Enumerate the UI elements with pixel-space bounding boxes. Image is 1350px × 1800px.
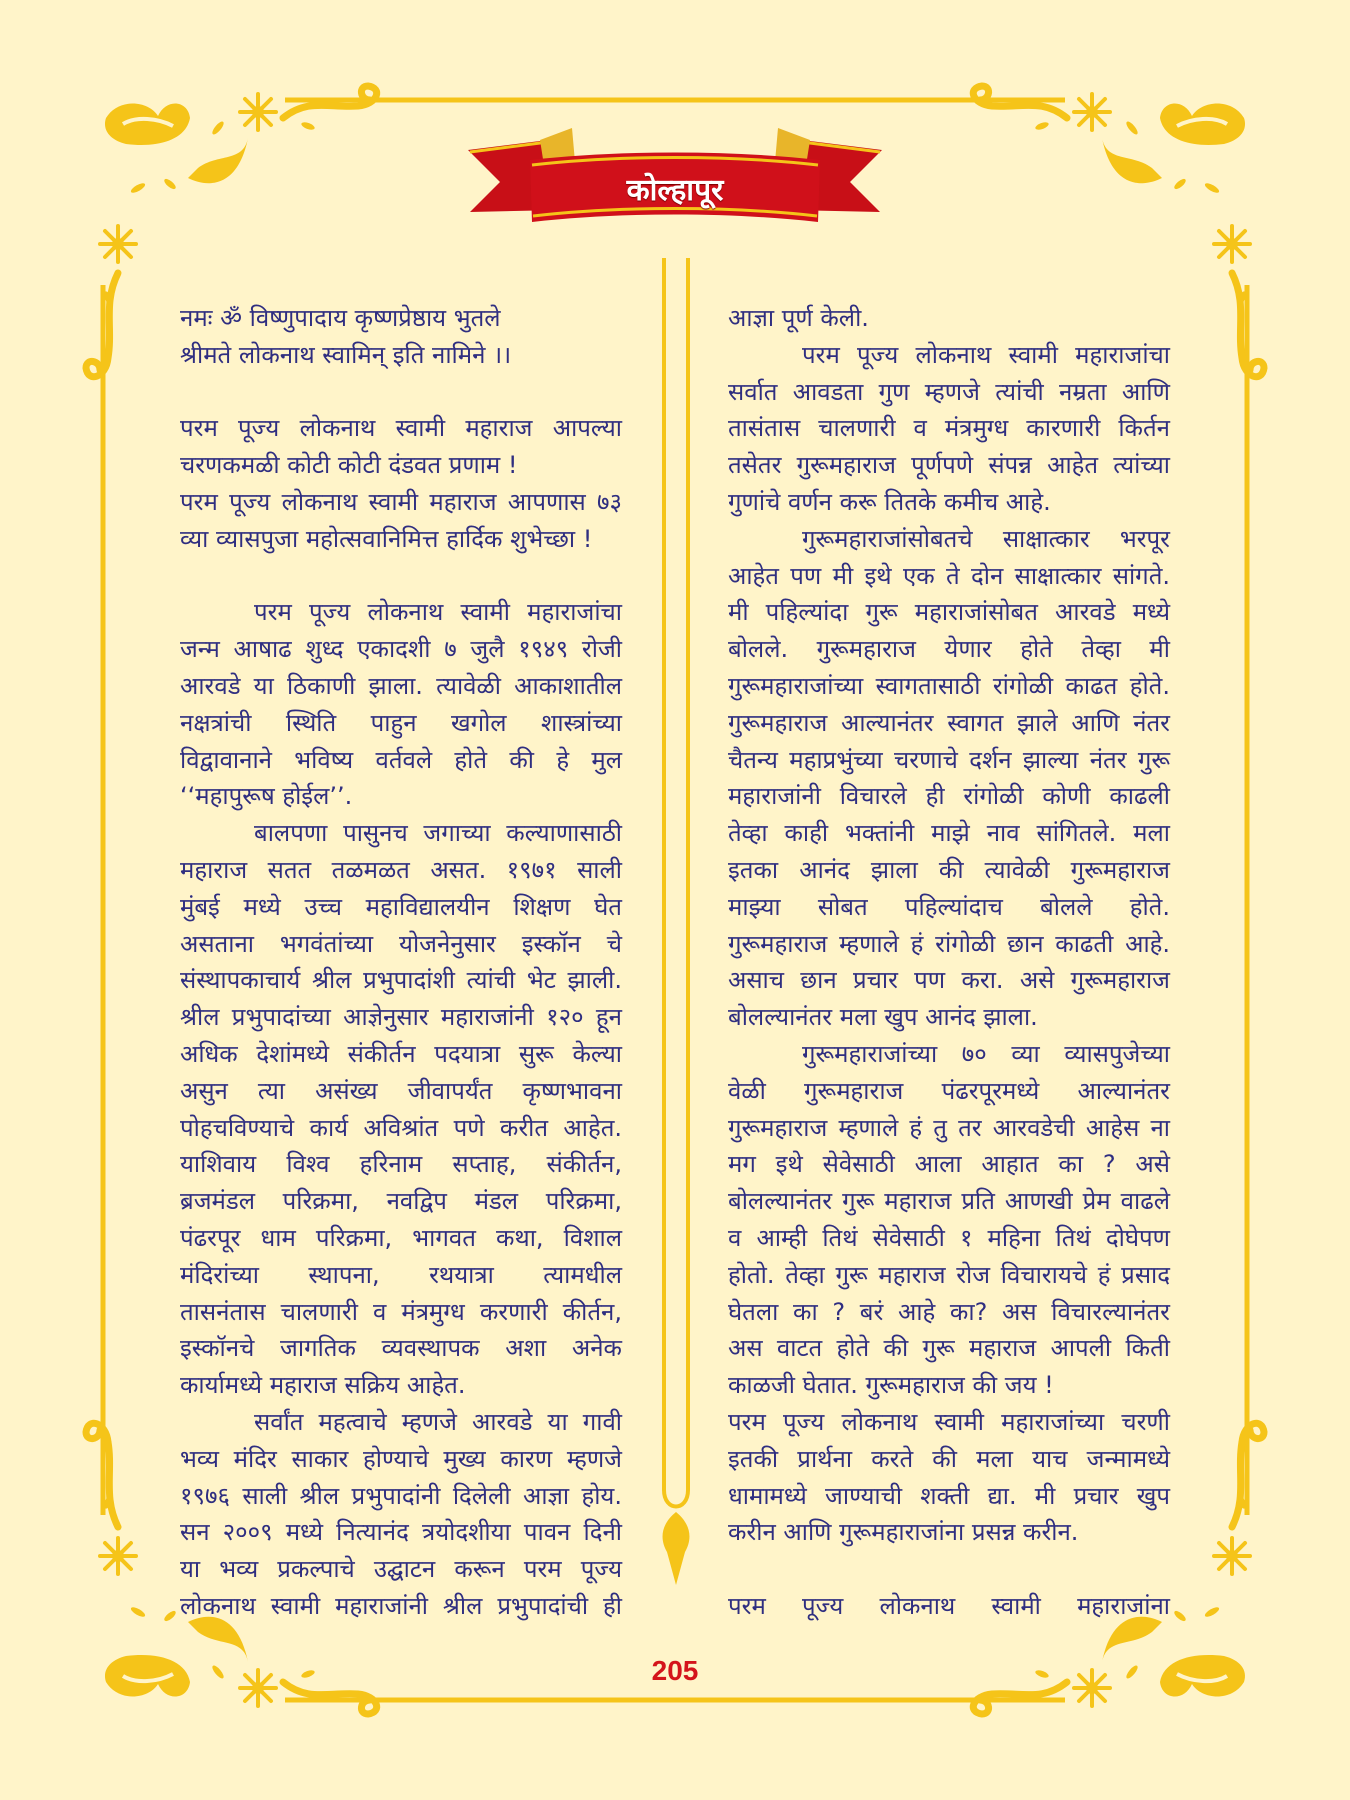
right-column [728, 300, 1170, 1625]
text-line: गुरूमहाराज आल्यानंतर स्वागत झाले आणि नंतर [728, 708, 1170, 737]
text-line: परम पूज्य लोकनाथ स्वामी महाराजांना [728, 1591, 1170, 1620]
text-line: अधिक देशांमध्ये संकीर्तन पदयात्रा सुरू केल्या [180, 1039, 622, 1068]
text-line: नमः ॐ विष्णुपादाय कृष्णप्रेष्ठाय भुतले [180, 304, 501, 332]
text-line: घेतला का ? बरं आहे का? अस विचारल्यानंतर [728, 1297, 1170, 1326]
text-line: तासंतास चालणारी व मंत्रमुग्ध कारणारी किर्तन [728, 414, 1170, 443]
text-line: पोहचविण्याचे कार्य अविश्रांत पणे करीत आहेत. [180, 1113, 622, 1142]
text-line: बोलल्यानंतर गुरू महाराज प्रति आणखी प्रेम वाढले [728, 1187, 1170, 1216]
text-line: व आम्ही तिथं सेवेसाठी १ महिना तिथं दोघेपण [728, 1223, 1170, 1252]
text-line: कार्यामध्ये महाराज सक्रिय आहेत. [180, 1371, 466, 1400]
text-line: इतकी प्रार्थना करते की मला याच जन्मामध्ये [728, 1444, 1170, 1473]
text-line: गुरूमहाराजांच्या ७० व्या व्यासपुजेच्या [802, 1039, 1170, 1068]
text-line: महाराजांनी विचारले ही रांगोळी कोणी काढली [728, 782, 1170, 811]
paragraph [728, 1588, 1170, 1625]
text-line: होतो. तेव्हा गुरू महाराज रोज विचारायचे हं प्रसाद [728, 1260, 1170, 1289]
text-line: ‘‘महापुरूष होईल’’. [180, 782, 353, 811]
text-line: मंदिरांच्या स्थापना, रथयात्रा त्यामधील [180, 1260, 622, 1289]
text-line: पंढरपूर धाम परिक्रमा, भागवत कथा, विशाल [180, 1223, 622, 1252]
text-line: मुंबई मध्ये उच्च महाविद्यालयीन शिक्षण घेत [180, 892, 622, 921]
text-line: ब्रजमंडल परिक्रमा, नवद्विप मंडल परिक्रमा, [180, 1187, 622, 1216]
paragraph [180, 1404, 622, 1625]
text-line: याशिवाय विश्व हरिनाम सप्ताह, संकीर्तन, [180, 1150, 622, 1179]
text-line: आरवडे या ठिकाणी झाला. त्यावेळी आकाशातील [180, 671, 622, 700]
text-line: परम पूज्य लोकनाथ स्वामी महाराजांचा [802, 340, 1170, 369]
text-line: परम पूज्य लोकनाथ स्वामी महाराजांच्या चरणी [728, 1407, 1170, 1436]
page-title: कोल्हापूर [626, 173, 724, 208]
text-line: लोकनाथ स्वामी महाराजांनी श्रील प्रभुपादांची ही [180, 1591, 622, 1620]
paragraph [728, 300, 1170, 337]
text-line: अस वाटत होते की गुरू महाराज आपली किती [728, 1334, 1170, 1363]
text-line: माझ्या सोबत पहिल्यांदाच बोलले होते. [728, 892, 1170, 921]
text-line: परम पूज्य लोकनाथ स्वामी महाराज आपल्या [180, 414, 622, 443]
text-line: इस्कॉनचे जागतिक व्यवस्थापक अशा अनेक [180, 1334, 622, 1363]
paragraph [728, 1036, 1170, 1404]
paragraph [180, 594, 622, 815]
divider-drop-ornament [663, 1512, 690, 1585]
text-line: या भव्य प्रकल्पाचे उद्घाटन करून परम पूज्य [180, 1555, 622, 1584]
text-line: संस्थापकाचार्य श्रील प्रभुपादांशी त्यांची भेट झाली. [180, 966, 622, 995]
text-line: नक्षत्रांची स्थिति पाहुन खगोल शास्त्रांच्या [180, 708, 622, 737]
text-line: परम पूज्य लोकनाथ स्वामी महाराजांचा [254, 598, 622, 627]
paragraph [180, 815, 622, 1404]
paragraph [180, 300, 622, 374]
text-line: तेव्हा काही भक्तांनी माझे नाव सांगितले. मला [728, 819, 1170, 848]
text-line: असाच छान प्रचार पण करा. असे गुरूमहाराज [728, 966, 1170, 995]
page-number: 205 [651, 1655, 699, 1686]
text-line: गुरूमहाराजांच्या स्वागतासाठी रांगोळी काढत होते. [728, 671, 1170, 700]
text-line: असताना भगवंतांच्या योजनेनुसार इस्कॉन चे [180, 929, 622, 958]
text-line: तासनंतास चालणारी व मंत्रमुग्ध करणारी कीर्तन, [180, 1297, 622, 1326]
text-line: व्या व्यासपुजा महोत्सवानिमित्त हार्दिक शुभेच्छा ! [180, 524, 593, 553]
text-line: इतका आनंद झाला की त्यावेळी गुरूमहाराज [728, 855, 1170, 884]
text-line: भव्य मंदिर साकार होण्याचे मुख्य कारण म्हणजे [180, 1444, 622, 1473]
text-line: महाराज सतत तळमळत असत. १९७१ साली [180, 855, 622, 884]
text-line: काळजी घेतात. गुरूमहाराज की जय ! [728, 1371, 1054, 1400]
text-line: आहेत पण मी इथे एक ते दोन साक्षात्कार सांगते. [728, 561, 1170, 590]
text-line: श्रीमते लोकनाथ स्वामिन् इति नामिने ।। [180, 340, 512, 369]
text-line: विद्वावानाने भविष्य वर्तवले होते की हे मुल [180, 745, 622, 774]
text-line: बोलले. गुरूमहाराज येणार होते तेव्हा मी [728, 635, 1170, 664]
text-line: धामामध्ये जाण्याची शक्ती द्या. मी प्रचार खुप [728, 1481, 1170, 1510]
text-line: बालपणा पासुनच जगाच्या कल्याणासाठी [254, 819, 622, 848]
text-line: असुन त्या असंख्य जीवापर्यंत कृष्णभावना [180, 1076, 622, 1105]
text-line: १९७६ साली श्रील प्रभुपादांनी दिलेली आज्ञा होय. [180, 1481, 622, 1510]
text-line: चरणकमळी कोटी कोटी दंडवत प्रणाम ! [180, 451, 518, 480]
left-column [180, 300, 622, 1625]
text-line: आज्ञा पूर्ण केली. [728, 304, 869, 332]
text-line: परम पूज्य लोकनाथ स्वामी महाराज आपणास ७३ [180, 487, 622, 516]
text-line: सन २००९ मध्ये नित्यानंद त्रयोदशीया पावन दिनी [180, 1518, 622, 1547]
text-line: गुणांचे वर्णन करू तितके कमीच आहे. [728, 487, 1051, 516]
column-divider [664, 258, 688, 1507]
paragraph [728, 337, 1170, 521]
text-line: वेळी गुरूमहाराज पंढरपूरमध्ये आल्यानंतर [728, 1076, 1170, 1105]
text-line: सर्वात आवडता गुण म्हणजे त्यांची नम्रता आणि [728, 377, 1170, 406]
text-line: सर्वांत महत्वाचे म्हणजे आरवडे या गावी [254, 1407, 622, 1436]
text-line: मी पहिल्यांदा गुरू महाराजांसोबत आरवडे मध्ये [728, 598, 1170, 627]
text-line: जन्म आषाढ शुध्द एकादशी ७ जुलै १९४९ रोजी [180, 635, 622, 664]
text-line: तसेतर गुरूमहाराज पूर्णपणे संपन्न आहेत त्यांच्या [728, 451, 1170, 480]
paragraph [180, 410, 622, 484]
text-line: करीन आणि गुरूमहाराजांना प्रसन्न करीन. [728, 1518, 1079, 1547]
text-line: मग इथे सेवेसाठी आला आहात का ? असे [728, 1150, 1170, 1179]
text-line: गुरूमहाराज म्हणाले हं रांगोळी छान काढती आहे. [728, 929, 1170, 958]
text-line: गुरूमहाराजांसोबतचे साक्षात्कार भरपूर [802, 524, 1170, 553]
paragraph [728, 521, 1170, 1036]
text-line: बोलल्यानंतर मला खुप आनंद झाला. [728, 1003, 1038, 1032]
paragraph [728, 1404, 1170, 1551]
text-line: चैतन्य महाप्रभुंच्या चरणाचे दर्शन झाल्या नंतर गुरू [728, 745, 1170, 774]
paragraph [180, 484, 622, 558]
text-line: श्रील प्रभुपादांच्या आज्ञेनुसार महाराजांनी १२० हून [180, 1003, 622, 1032]
text-line: गुरूमहाराज म्हणाले हं तु तर आरवडेची आहेस ना [728, 1113, 1170, 1142]
